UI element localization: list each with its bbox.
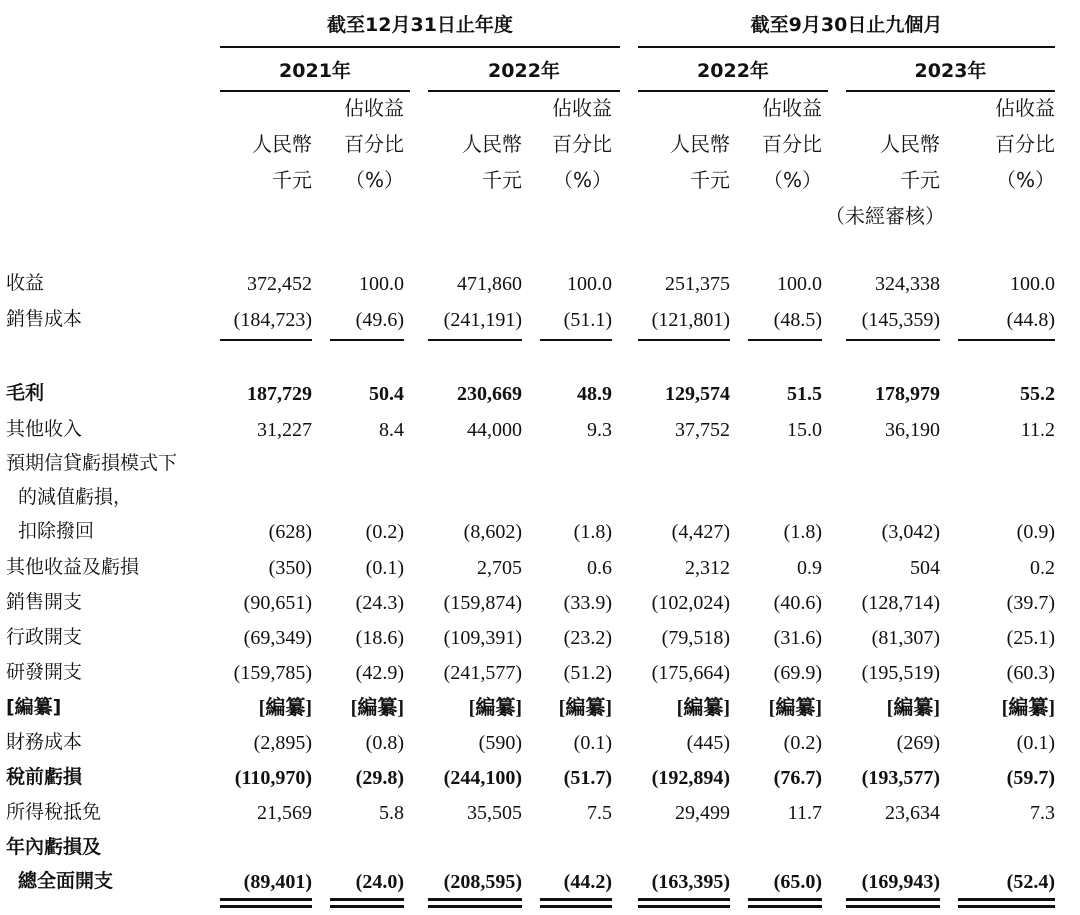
table-cell: 51.5 [787,383,822,405]
row-label: 其他收入 [6,418,83,440]
table-cell: (208,595) [443,871,522,893]
table-cell: (69.9) [773,662,822,684]
unit-percent: （%） [552,168,612,192]
subtotal-rule [330,339,404,341]
table-cell: 251,375 [665,273,730,295]
table-cell: (1.8) [783,521,822,543]
table-cell: (184,723) [233,309,312,331]
table-cell: 8.4 [379,419,404,441]
total-double-rule [958,898,1055,901]
table-cell: (40.6) [773,592,822,614]
unit-percent: 百分比 [762,132,822,156]
total-double-rule [428,898,522,901]
table-cell: 21,569 [257,802,312,824]
subtotal-rule [846,339,940,341]
unaudited-note: （未經審核） [825,204,945,228]
total-double-rule [330,905,404,908]
table-cell: (2,895) [253,732,312,754]
table-cell: (169,943) [861,871,940,893]
table-cell: 100.0 [567,273,612,295]
row-label: 行政開支 [6,626,83,648]
table-cell: (44.2) [563,871,612,893]
row-label: 扣除撥回 [18,520,95,542]
row-label: 其他收益及虧損 [6,556,140,578]
table-cell: (31.6) [773,627,822,649]
table-cell: 0.2 [1030,557,1055,579]
table-cell: 29,499 [675,802,730,824]
table-cell: (49.6) [355,309,404,331]
table-cell: 50.4 [369,383,404,405]
table-cell: 129,574 [665,383,730,405]
row-label: 財務成本 [6,731,83,753]
table-cell: 324,338 [875,273,940,295]
table-cell: 9.3 [587,419,612,441]
table-cell: (4,427) [671,521,730,543]
total-double-rule [748,905,822,908]
table-cell: (628) [268,521,312,543]
row-label: 所得稅抵免 [6,801,102,823]
year-header: 2021年 [279,60,351,82]
total-double-rule [958,905,1055,908]
table-cell: (8,602) [463,521,522,543]
table-cell: 0.9 [797,557,822,579]
subtotal-rule [748,339,822,341]
table-cell: (0.1) [573,732,612,754]
table-cell: (175,664) [651,662,730,684]
table-cell: (145,359) [861,309,940,331]
total-double-rule [540,898,612,901]
table-cell: (241,577) [443,662,522,684]
table-cell: [編纂] [558,697,612,719]
table-cell: 7.3 [1030,802,1055,824]
unit-percent: 百分比 [552,132,612,156]
table-cell: (193,577) [861,767,940,789]
unit-percent: （%） [344,168,404,192]
period-header-rule [638,46,1055,48]
table-cell: [編纂] [350,697,404,719]
unit-percent: 佔收益 [344,96,404,120]
row-label: 研發開支 [6,661,83,683]
table-cell: (90,651) [243,592,312,614]
period-header: 截至9月30日止九個月 [750,14,943,36]
unit-amount: 人民幣 [462,132,522,156]
row-label: [編纂] [6,696,62,718]
year-header-rule [846,90,1055,92]
year-header: 2023年 [914,60,987,82]
table-cell: 15.0 [787,419,822,441]
table-cell: 0.6 [587,557,612,579]
subtotal-rule [540,339,612,341]
row-label: 年內虧損及 [6,836,102,858]
subtotal-rule [958,339,1055,341]
total-double-rule [638,898,730,901]
table-cell: (0.1) [1016,732,1055,754]
table-cell: (195,519) [861,662,940,684]
table-cell: 7.5 [587,802,612,824]
table-cell: 187,729 [247,383,312,405]
table-cell: (48.5) [773,309,822,331]
table-cell: (0.2) [365,521,404,543]
table-cell: 11.2 [1020,419,1055,441]
row-label: 的減值虧損， [18,486,133,508]
table-cell: (89,401) [243,871,312,893]
table-cell: (18.6) [355,627,404,649]
table-cell: (33.9) [563,592,612,614]
table-cell: 100.0 [777,273,822,295]
year-header-rule [638,90,828,92]
table-cell: 55.2 [1020,383,1055,405]
table-cell: 471,860 [457,273,522,295]
year-header-rule [220,90,410,92]
unit-percent: 佔收益 [552,96,612,120]
table-cell: 178,979 [875,383,940,405]
table-cell: (0.9) [1016,521,1055,543]
total-double-rule [220,905,312,908]
unit-amount: 千元 [690,168,730,192]
unit-percent: （%） [995,168,1055,192]
table-cell: (269) [896,732,940,754]
row-label: 收益 [6,272,45,294]
table-cell: (102,024) [651,592,730,614]
table-cell: (42.9) [355,662,404,684]
table-cell: 31,227 [257,419,312,441]
table-cell: 100.0 [359,273,404,295]
row-label: 銷售開支 [6,591,83,613]
table-cell: (29.8) [355,767,404,789]
table-cell: 35,505 [467,802,522,824]
period-header: 截至12月31日止年度 [327,14,513,36]
row-label: 稅前虧損 [6,766,83,788]
table-cell: 37,752 [675,419,730,441]
table-cell: [編纂] [886,697,940,719]
table-cell: (39.7) [1006,592,1055,614]
unit-amount: 人民幣 [670,132,730,156]
table-cell: (65.0) [773,871,822,893]
table-cell: (128,714) [861,592,940,614]
table-cell: 48.9 [577,383,612,405]
table-cell: 36,190 [885,419,940,441]
table-cell: 100.0 [1010,273,1055,295]
total-double-rule [846,898,940,901]
total-double-rule [330,898,404,901]
table-cell: (25.1) [1006,627,1055,649]
table-cell: (0.2) [783,732,822,754]
table-cell: (76.7) [773,767,822,789]
table-cell: (590) [478,732,522,754]
table-cell: (159,874) [443,592,522,614]
table-cell: (110,970) [234,767,312,789]
unit-amount: 千元 [272,168,312,192]
row-label: 預期信貸虧損模式下 [6,452,178,474]
table-cell: (69,349) [243,627,312,649]
unit-percent: 佔收益 [762,96,822,120]
table-cell: 230,669 [457,383,522,405]
unit-amount: 人民幣 [880,132,940,156]
unit-amount: 千元 [900,168,940,192]
unit-amount: 人民幣 [252,132,312,156]
table-cell: (51.1) [563,309,612,331]
table-cell: [編纂] [676,697,730,719]
table-cell: (0.8) [365,732,404,754]
row-label: 銷售成本 [6,308,83,330]
table-cell: 2,705 [477,557,522,579]
table-cell: 372,452 [247,273,312,295]
subtotal-rule [638,339,730,341]
subtotal-rule [220,339,312,341]
table-cell: (159,785) [233,662,312,684]
table-cell: [編纂] [1001,697,1055,719]
table-cell: (244,100) [443,767,522,789]
table-cell: (121,801) [651,309,730,331]
total-double-rule [540,905,612,908]
total-double-rule [638,905,730,908]
year-header-rule [428,90,620,92]
table-cell: [編纂] [768,697,822,719]
table-cell: 2,312 [685,557,730,579]
table-cell: (0.1) [365,557,404,579]
period-header-rule [220,46,620,48]
table-cell: (23.2) [563,627,612,649]
unit-percent: （%） [762,168,822,192]
table-cell: (59.7) [1006,767,1055,789]
total-double-rule [748,898,822,901]
table-cell: (44.8) [1006,309,1055,331]
table-cell: (81,307) [871,627,940,649]
year-header: 2022年 [488,60,560,82]
table-cell: (192,894) [651,767,730,789]
unit-percent: 佔收益 [995,96,1055,120]
total-double-rule [846,905,940,908]
table-cell: 11.7 [787,802,822,824]
year-header: 2022年 [697,60,769,82]
table-cell: (241,191) [443,309,522,331]
table-cell: 44,000 [467,419,522,441]
table-cell: 23,634 [885,802,940,824]
table-cell: [編纂] [468,697,522,719]
unit-percent: 百分比 [995,132,1055,156]
subtotal-rule [428,339,522,341]
table-cell: (109,391) [443,627,522,649]
table-cell: [編纂] [258,697,312,719]
total-double-rule [220,898,312,901]
row-label: 總全面開支 [18,870,114,892]
table-cell: (24.0) [355,871,404,893]
table-cell: (79,518) [661,627,730,649]
table-cell: (51.2) [563,662,612,684]
table-cell: (3,042) [881,521,940,543]
unit-amount: 千元 [482,168,522,192]
total-double-rule [428,905,522,908]
table-cell: (350) [268,557,312,579]
table-cell: (1.8) [573,521,612,543]
table-cell: 504 [910,557,940,579]
table-cell: (163,395) [651,871,730,893]
table-cell: (60.3) [1006,662,1055,684]
table-cell: (51.7) [563,767,612,789]
table-cell: 5.8 [379,802,404,824]
table-cell: (52.4) [1006,871,1055,893]
unit-percent: 百分比 [344,132,404,156]
table-cell: (24.3) [355,592,404,614]
row-label: 毛利 [6,382,45,404]
table-cell: (445) [686,732,730,754]
